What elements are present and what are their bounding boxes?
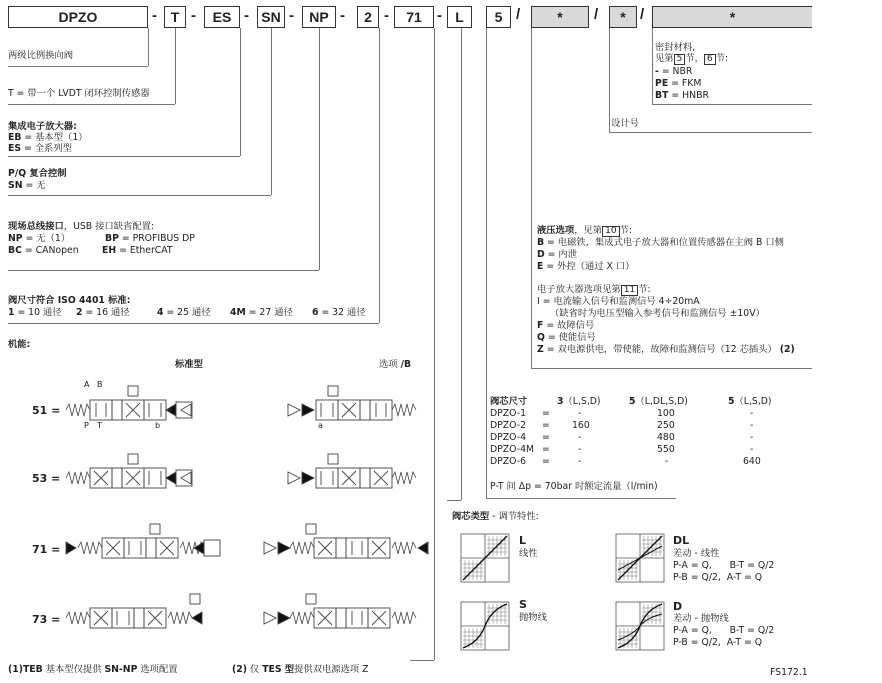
electronic-i-note: （缺省时为电压型输入参考信号和监测信号 ±10V） bbox=[550, 308, 765, 319]
spool-type-code: DL bbox=[673, 534, 690, 547]
size-item: 6 = 32 通径 bbox=[312, 307, 366, 318]
code-box-size: 2 bbox=[357, 6, 379, 28]
spool-size-col: 3（L,S,D) bbox=[557, 396, 601, 407]
code-sep: - bbox=[191, 7, 196, 24]
spool-size-title: 阀芯尺寸 bbox=[490, 396, 528, 407]
spool-type-flow: P-B = Q/2, A-T = Q bbox=[673, 637, 763, 648]
bus-bc-text: = CANopen bbox=[21, 245, 79, 256]
amp-eb-text: = 基本型（1） bbox=[21, 132, 88, 143]
seal-item: - = NBR bbox=[655, 66, 693, 77]
code-box-t: T bbox=[164, 6, 186, 28]
size-item: 1 = 10 通径 bbox=[8, 307, 62, 318]
code-box-es: ES bbox=[204, 6, 240, 28]
code-box-function: 71 bbox=[394, 6, 434, 28]
bus-sub: ，USB 接口缺省配置: bbox=[63, 221, 155, 232]
bus-eh-text: = EtherCAT bbox=[116, 245, 173, 256]
size-item: 4 = 25 通径 bbox=[157, 307, 211, 318]
spool-type-flow: P-A = Q, B-T = Q/2 bbox=[673, 560, 775, 571]
seals-title: 密封材料, bbox=[655, 42, 696, 53]
valve-description: 两级比例换向阀 bbox=[8, 50, 74, 61]
hydraulic-item: B = 电磁铁，集成式电子放大器和位置传感器在主阀 B 口侧 bbox=[537, 237, 784, 248]
symbol-73-standard bbox=[66, 594, 202, 628]
pq-sn bbox=[8, 180, 45, 191]
symbol-71-option bbox=[264, 524, 428, 558]
spool-size-col: 5（L,DL,S,D) bbox=[629, 396, 688, 407]
spool-type-desc: 抛物线 bbox=[519, 612, 547, 623]
code-box-spool-size: 5 bbox=[486, 6, 511, 28]
spool-characteristics bbox=[458, 532, 818, 657]
electronic-title: 电子放大器选项见第 11 节: bbox=[537, 284, 651, 295]
code-sep: / bbox=[640, 6, 645, 23]
port-label: T bbox=[97, 421, 102, 430]
symbol-51-option bbox=[288, 386, 416, 420]
size-item: 4M = 27 通径 bbox=[230, 307, 293, 318]
bus-np-text: = 无（1） bbox=[22, 233, 71, 244]
functions-title: 机能: bbox=[8, 339, 31, 350]
pq-title: P/Q 复合控制 bbox=[8, 168, 67, 179]
code-sep: - bbox=[384, 7, 389, 24]
function-label-51: 51 = bbox=[32, 404, 61, 417]
symbol-53-option bbox=[288, 454, 416, 488]
symbol-53-standard bbox=[66, 454, 192, 488]
seal-item: PE = FKM bbox=[655, 78, 702, 89]
page-code: FS172.1 bbox=[770, 667, 808, 678]
electronic-i: I = 电流输入信号和监测信号 4÷20mA bbox=[537, 296, 700, 307]
code-box-spool-type: L bbox=[447, 6, 472, 28]
bus-title-bold: 现场总线接口 bbox=[8, 221, 64, 232]
spool-type-title: 阀芯类型 - 调节特性: bbox=[452, 511, 539, 522]
bus-title bbox=[8, 221, 154, 232]
spool-type-code: S bbox=[519, 598, 527, 611]
function-label-53: 53 = bbox=[32, 472, 61, 485]
code-box-dpzo: DPZO bbox=[8, 6, 148, 28]
code-sep: - bbox=[437, 7, 442, 24]
code-box-np: NP bbox=[302, 6, 336, 28]
electronic-item: Z = 双电源供电，带使能，故障和监测信号（12 芯插头） (2) bbox=[537, 344, 795, 355]
bus-np bbox=[8, 233, 70, 244]
design-number: 设计号 bbox=[611, 118, 639, 129]
bus-eh bbox=[102, 245, 173, 256]
bus-bp bbox=[105, 233, 195, 244]
chart-parabolic-icon bbox=[461, 602, 509, 650]
pq-sn-text: = 无 bbox=[22, 180, 46, 191]
chart-linear-icon bbox=[461, 534, 509, 582]
spool-type-desc: 线性 bbox=[519, 548, 538, 559]
bus-bp-text: = PROFIBUS DP bbox=[118, 233, 195, 244]
spool-type-flow: P-B = Q/2, A-T = Q bbox=[673, 572, 763, 583]
hydraulic-item: E = 外控（通过 X 口） bbox=[537, 261, 635, 272]
bus-eh-key: EH bbox=[102, 245, 117, 256]
electronic-item: F = 故障信号 bbox=[537, 320, 595, 331]
solenoid-label: b bbox=[155, 421, 161, 430]
code-sep: - bbox=[152, 7, 157, 24]
standard-label: 标准型 bbox=[175, 359, 203, 370]
spool-size-note: P-T 间 Δp = 70bar 时额定流量（l/min) bbox=[490, 481, 658, 492]
code-sep: - bbox=[289, 7, 294, 24]
function-label-71: 71 = bbox=[32, 543, 61, 556]
symbol-73-option bbox=[264, 594, 416, 628]
size-title: 阀尺寸符合 ISO 4401 标准: bbox=[8, 295, 131, 306]
amp-es bbox=[8, 143, 72, 154]
hydraulic-item: D = 内泄 bbox=[537, 249, 578, 260]
spool-type-desc: 差动 - 线性 bbox=[673, 548, 720, 559]
footnote-1: (1)TEB 基本型仅提供 SN-NP 选项配置 bbox=[8, 664, 178, 675]
seal-item: BT = HNBR bbox=[655, 90, 709, 101]
port-label: P bbox=[84, 421, 89, 430]
spool-size-col: 5（L,S,D) bbox=[728, 396, 772, 407]
footnote-2: (2) 仅 TES 型提供双电源选项 Z bbox=[232, 664, 369, 675]
code-box-options: * bbox=[531, 6, 589, 28]
chart-diff-linear-icon bbox=[616, 534, 664, 582]
amp-es-text: = 全系列型 bbox=[21, 143, 72, 154]
port-label: A bbox=[84, 380, 90, 389]
spool-type-code: L bbox=[519, 534, 527, 547]
pq-sn-key: SN bbox=[8, 180, 23, 191]
hydraulic-title: 液压选项，见第 10 节: bbox=[537, 225, 632, 236]
function-label-73: 73 = bbox=[32, 613, 61, 626]
t-option: T = 带一个 LVDT 闭环控制传感器 bbox=[8, 88, 150, 99]
code-box-design: * bbox=[609, 6, 637, 28]
spool-type-flow: P-A = Q, B-T = Q/2 bbox=[673, 625, 775, 636]
spool-type-desc: 差动 - 抛物线 bbox=[673, 613, 729, 624]
solenoid-label: a bbox=[318, 421, 323, 430]
port-label: B bbox=[97, 380, 103, 389]
bus-bc-key: BC bbox=[8, 245, 22, 256]
electronic-item: Q = 使能信号 bbox=[537, 332, 596, 343]
bus-bc bbox=[8, 245, 79, 256]
chart-diff-parabolic-icon bbox=[616, 602, 664, 650]
hydraulic-symbols bbox=[0, 370, 434, 660]
code-sep: - bbox=[244, 7, 249, 24]
seals-ref: 见第 5 节， 6 节: bbox=[655, 53, 729, 64]
amp-eb bbox=[8, 132, 88, 143]
option-label: 选项 /B bbox=[379, 359, 412, 370]
symbol-51-standard bbox=[66, 386, 192, 420]
size-item: 2 = 16 通径 bbox=[76, 307, 130, 318]
bus-bp-key: BP bbox=[105, 233, 119, 244]
bus-np-key: NP bbox=[8, 233, 23, 244]
amp-eb-key: EB bbox=[8, 132, 22, 143]
code-sep: / bbox=[516, 6, 521, 23]
code-box-sn: SN bbox=[257, 6, 285, 28]
code-sep: - bbox=[340, 7, 345, 24]
spool-type-code: D bbox=[673, 600, 683, 613]
amp-title: 集成电子放大器: bbox=[8, 121, 77, 132]
amp-es-key: ES bbox=[8, 143, 22, 154]
symbol-71-standard bbox=[66, 524, 220, 558]
code-sep: / bbox=[594, 6, 599, 23]
code-box-seals: * bbox=[652, 6, 812, 28]
